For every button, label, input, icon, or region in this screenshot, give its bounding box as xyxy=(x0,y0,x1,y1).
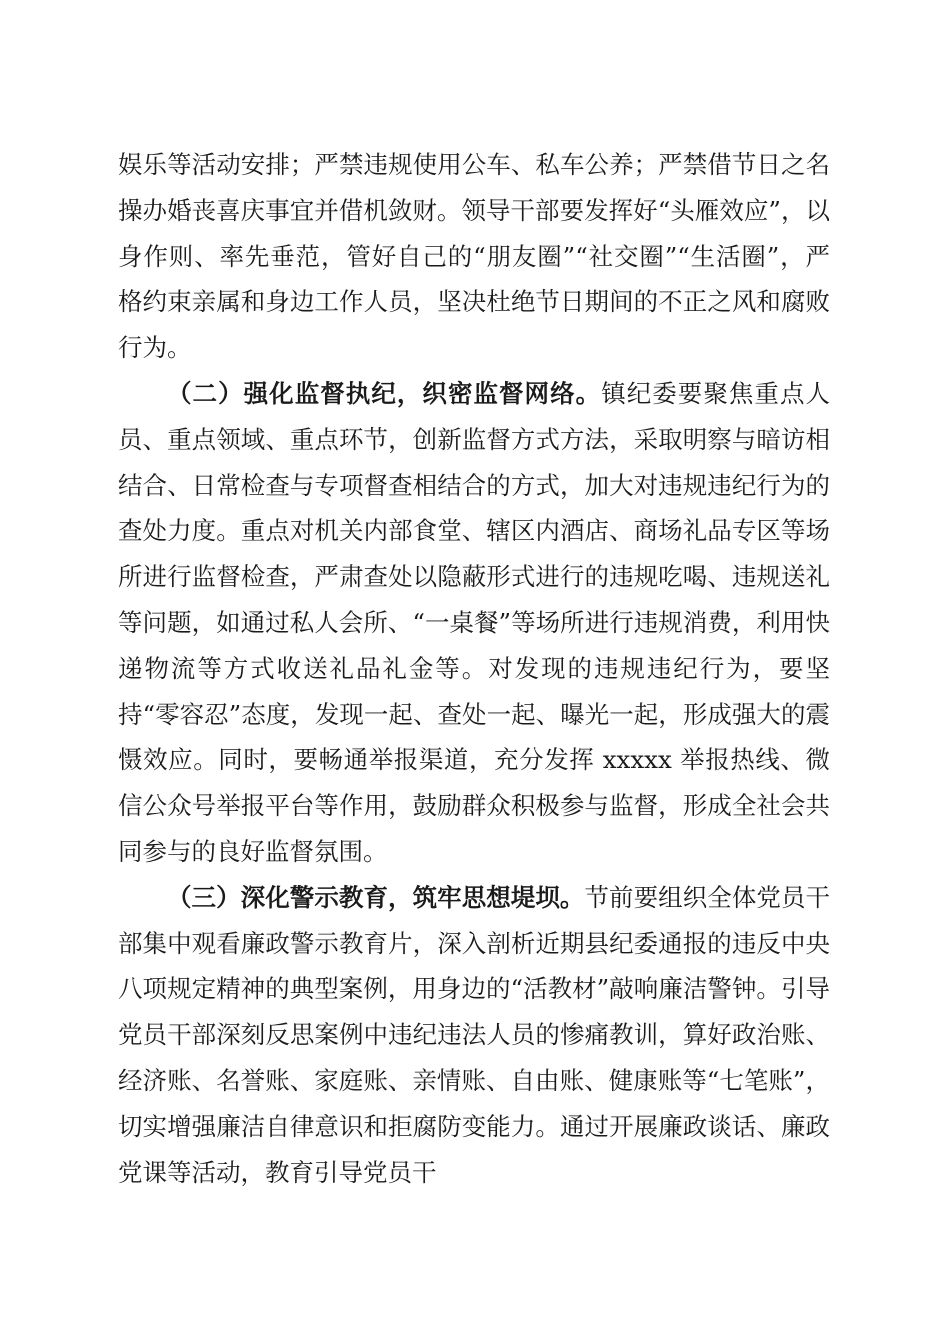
paragraph-text: 节前要组织全体党员干部集中观看廉政警示教育片，深入剖析近期县纪委通报的违反中央八项规定精神的典型案例，用身边的“活教材”敲响廉洁警钟。引导党员干部深刻反思案例中违纪违法人员的惨痛教训，算好政治账、经济账、名誉账、家庭账、亲情账、自由账、健康账等“七笔账”，切实增强廉洁自律意识和拒腐防变能力。通过开展廉政谈话、廉政党课等活动，教育引导党员干 xyxy=(118,882,831,1187)
section-heading-warning-education: （三）深化警示教育，筑牢思想堤坝。 xyxy=(167,882,585,912)
paragraph-continuation xyxy=(118,142,830,371)
section-heading-supervision: （二）强化监督执纪，织密监督网络。 xyxy=(167,378,602,408)
paragraph-text: 镇纪委要聚焦重点人员、重点领域、重点环节，创新监督方式方法，采取明察与暗访相结合、日常检查与专项督查相结合的方式，加大对违规违纪行为的查处力度。重点对机关内部食堂、辖区内酒店、商场礼品专区等场所进行监督检查，严肃查处以隐蔽形式进行的违规吃喝、违规送礼等问题，如通过私人会所、“一桌餐”等场所进行违规消费，利用快递物流等方式收送礼品礼金等。对发现的违规违纪行为，要坚持“零容忍”态度，发现一起、查处一起、曝光一起，形成强大的震慑效应。同时，要畅通举报渠道，充分发挥 xxxxx 举报热线、微信公众号举报平台等作用，鼓励群众积极参与监督，形成全社会共同参与的良好监督氛围。 xyxy=(118,378,831,866)
paragraph-text: 娱乐等活动安排；严禁违规使用公车、私车公养；严禁借节日之名操办婚丧喜庆事宜并借机敛财。领导干部要发挥好“头雁效应”，以身作则、率先垂范，管好自己的“朋友圈”“社交圈”“生活圈”，严格约束亲属和身边工作人员，坚决杜绝节日期间的不正之风和腐败行为。 xyxy=(118,150,830,363)
paragraph-warning-education xyxy=(118,875,830,1196)
paragraph-supervision xyxy=(118,371,830,875)
document-body xyxy=(118,142,830,1195)
